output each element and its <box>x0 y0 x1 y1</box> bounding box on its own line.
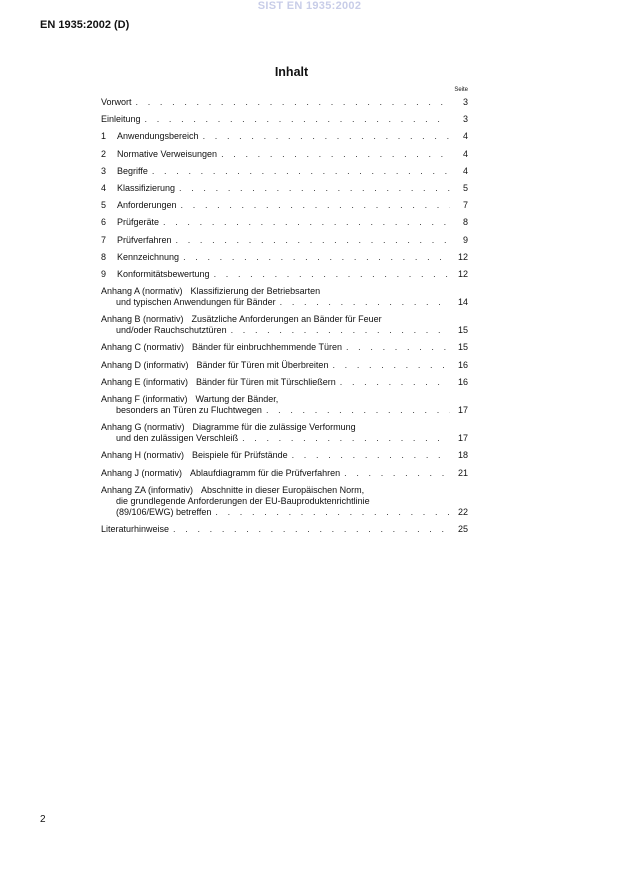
toc-entry-title: Klassifizierung <box>117 182 176 193</box>
dot-leader <box>181 200 450 211</box>
dot-leader <box>203 131 450 142</box>
dot-leader <box>344 468 450 479</box>
dot-leader <box>242 433 450 444</box>
toc-entry-einleitung[interactable] <box>101 114 468 125</box>
toc-entry-number: 4 <box>101 182 107 193</box>
toc-entry-page: 3 <box>462 114 468 125</box>
annex-label: Anhang F (informativ) <box>101 394 188 404</box>
toc-entry-4[interactable] <box>101 183 468 194</box>
toc-entry-page: 14 <box>457 297 468 308</box>
dot-leader <box>346 342 450 353</box>
annex-label: Anhang J (normativ) <box>101 467 183 478</box>
annex-title: die grundlegende Anforderungen der EU-Bauproduktenrichtlinie <box>116 495 370 506</box>
toc-entry-page: 16 <box>457 359 468 370</box>
toc-entry-literaturhinweise[interactable] <box>101 524 468 535</box>
toc-entry-9[interactable] <box>101 269 468 280</box>
toc-entry-title: Begriffe <box>117 165 148 176</box>
toc-entry-page: 16 <box>457 376 468 387</box>
annex-title: Wartung der Bänder, <box>195 394 279 404</box>
annex-title: (89/106/EWG) betreffen <box>116 506 212 517</box>
toc-entry-page: 4 <box>462 131 468 142</box>
annex-label: Anhang H (normativ) <box>101 450 185 461</box>
annex-title: Bänder für Türen mit Überbreiten <box>196 359 329 370</box>
annex-label: Anhang E (informativ) <box>101 376 189 387</box>
toc-entry-page: 21 <box>457 467 468 478</box>
toc-entry-number: 8 <box>101 251 107 262</box>
toc-entry-annex-j[interactable] <box>101 468 468 479</box>
dot-leader <box>136 97 450 108</box>
annex-title: Ablaufdiagramm für die Prüfverfahren <box>190 467 341 478</box>
toc-entry-page: 22 <box>457 506 468 517</box>
toc-entry-5[interactable] <box>101 200 468 211</box>
dot-leader <box>163 217 450 228</box>
toc-entry-title: Konformitätsbewertung <box>117 268 210 279</box>
toc-entry-8[interactable] <box>101 252 468 263</box>
annex-title: Klassifizierung der Betriebsarten <box>190 286 321 297</box>
annex-title: Bänder für einbruchhemmende Türen <box>192 342 342 353</box>
toc-entry-page: 17 <box>457 433 468 444</box>
annex-label: Anhang C (normativ) <box>101 342 185 353</box>
toc-entry-annex-d[interactable] <box>101 360 468 371</box>
dot-leader <box>183 252 450 263</box>
toc-entry-title: Anwendungsbereich <box>117 131 199 142</box>
toc-entry-page: 7 <box>462 200 468 211</box>
annex-title: Zusätzliche Anforderungen an Bänder für Feuer <box>191 314 382 325</box>
document-id: EN 1935:2002 (D) <box>40 19 130 31</box>
annex-title: Diagramme für die zulässige Verformung <box>192 422 356 433</box>
annex-label: Anhang A (normativ) <box>101 286 183 297</box>
toc-entry-title: Literaturhinweise <box>101 523 170 534</box>
toc-entry-number: 6 <box>101 217 107 228</box>
dot-leader <box>231 325 450 336</box>
dot-leader <box>215 507 450 518</box>
table-of-contents <box>101 97 468 541</box>
annex-title: Beispiele für Prüfstände <box>192 450 288 461</box>
toc-entry-annex-e[interactable] <box>101 377 468 388</box>
dot-leader <box>173 524 450 535</box>
toc-entry-number: 5 <box>101 200 107 211</box>
toc-entry-title: Kennzeichnung <box>117 251 180 262</box>
dot-leader <box>292 450 450 461</box>
annex-title: besonders an Türen zu Fluchtwegen <box>116 405 262 415</box>
page-number: 2 <box>40 814 46 825</box>
toc-entry-number: 1 <box>101 131 107 142</box>
toc-entry-annex-c[interactable] <box>101 342 468 353</box>
toc-entry-page: 25 <box>457 523 468 534</box>
annex-title: Abschnitte in dieser Europäischen Norm, <box>201 484 365 495</box>
toc-entry-page: 12 <box>457 251 468 262</box>
toc-entry-annex-a[interactable] <box>101 286 468 308</box>
toc-entry-page: 4 <box>462 165 468 176</box>
toc-entry-title: Prüfverfahren <box>117 234 172 245</box>
toc-entry-7[interactable] <box>101 235 468 246</box>
toc-entry-title: Vorwort <box>101 97 132 107</box>
toc-entry-title: Prüfgeräte <box>117 217 160 228</box>
dot-leader <box>340 377 450 388</box>
annex-title: und/oder Rauchschutztüren <box>116 325 227 336</box>
toc-entry-number: 9 <box>101 268 107 279</box>
annex-label: Anhang B (normativ) <box>101 314 184 325</box>
toc-entry-page: 3 <box>462 97 468 107</box>
toc-entry-3[interactable] <box>101 166 468 177</box>
dot-leader <box>221 149 450 160</box>
dot-leader <box>145 114 450 125</box>
toc-entry-annex-f[interactable] <box>101 394 468 416</box>
toc-entry-page: 17 <box>457 405 468 415</box>
toc-entry-annex-g[interactable] <box>101 422 468 444</box>
dot-leader <box>214 269 450 280</box>
dot-leader <box>152 166 450 177</box>
annex-title: und den zulässigen Verschleiß <box>116 433 239 444</box>
toc-entry-page: 8 <box>462 217 468 228</box>
toc-entry-title: Anforderungen <box>117 200 177 211</box>
dot-leader <box>266 405 450 416</box>
toc-entry-number: 2 <box>101 148 107 159</box>
dot-leader <box>332 360 450 371</box>
page-column-label: Seite <box>454 87 468 93</box>
watermark: SIST EN 1935:2002 <box>257 0 362 12</box>
dot-leader <box>176 235 450 246</box>
toc-entry-annex-za[interactable] <box>101 485 468 518</box>
dot-leader <box>179 183 450 194</box>
toc-entry-annex-b[interactable] <box>101 314 468 336</box>
toc-entry-6[interactable] <box>101 217 468 228</box>
toc-entry-number: 7 <box>101 234 107 245</box>
toc-entry-page: 12 <box>457 268 468 279</box>
toc-entry-page: 15 <box>457 325 468 336</box>
toc-title: Inhalt <box>274 65 309 79</box>
toc-entry-title: Einleitung <box>101 114 141 125</box>
toc-entry-page: 4 <box>462 148 468 159</box>
toc-entry-vorwort[interactable] <box>101 97 468 108</box>
toc-entry-title: Normative Verweisungen <box>117 148 218 159</box>
toc-entry-annex-h[interactable] <box>101 450 468 461</box>
annex-label: Anhang D (informativ) <box>101 359 189 370</box>
toc-entry-2[interactable] <box>101 149 468 160</box>
toc-entry-page: 15 <box>457 342 468 353</box>
annex-title: und typischen Anwendungen für Bänder <box>116 297 276 308</box>
toc-entry-page: 9 <box>462 234 468 245</box>
toc-entry-1[interactable] <box>101 131 468 142</box>
annex-label: Anhang G (normativ) <box>101 422 185 433</box>
toc-entry-page: 18 <box>457 450 468 461</box>
dot-leader <box>280 297 450 308</box>
toc-entry-page: 5 <box>462 182 468 193</box>
annex-label: Anhang ZA (informativ) <box>101 484 194 495</box>
annex-title: Bänder für Türen mit Türschließern <box>196 376 336 387</box>
toc-entry-number: 3 <box>101 165 107 176</box>
